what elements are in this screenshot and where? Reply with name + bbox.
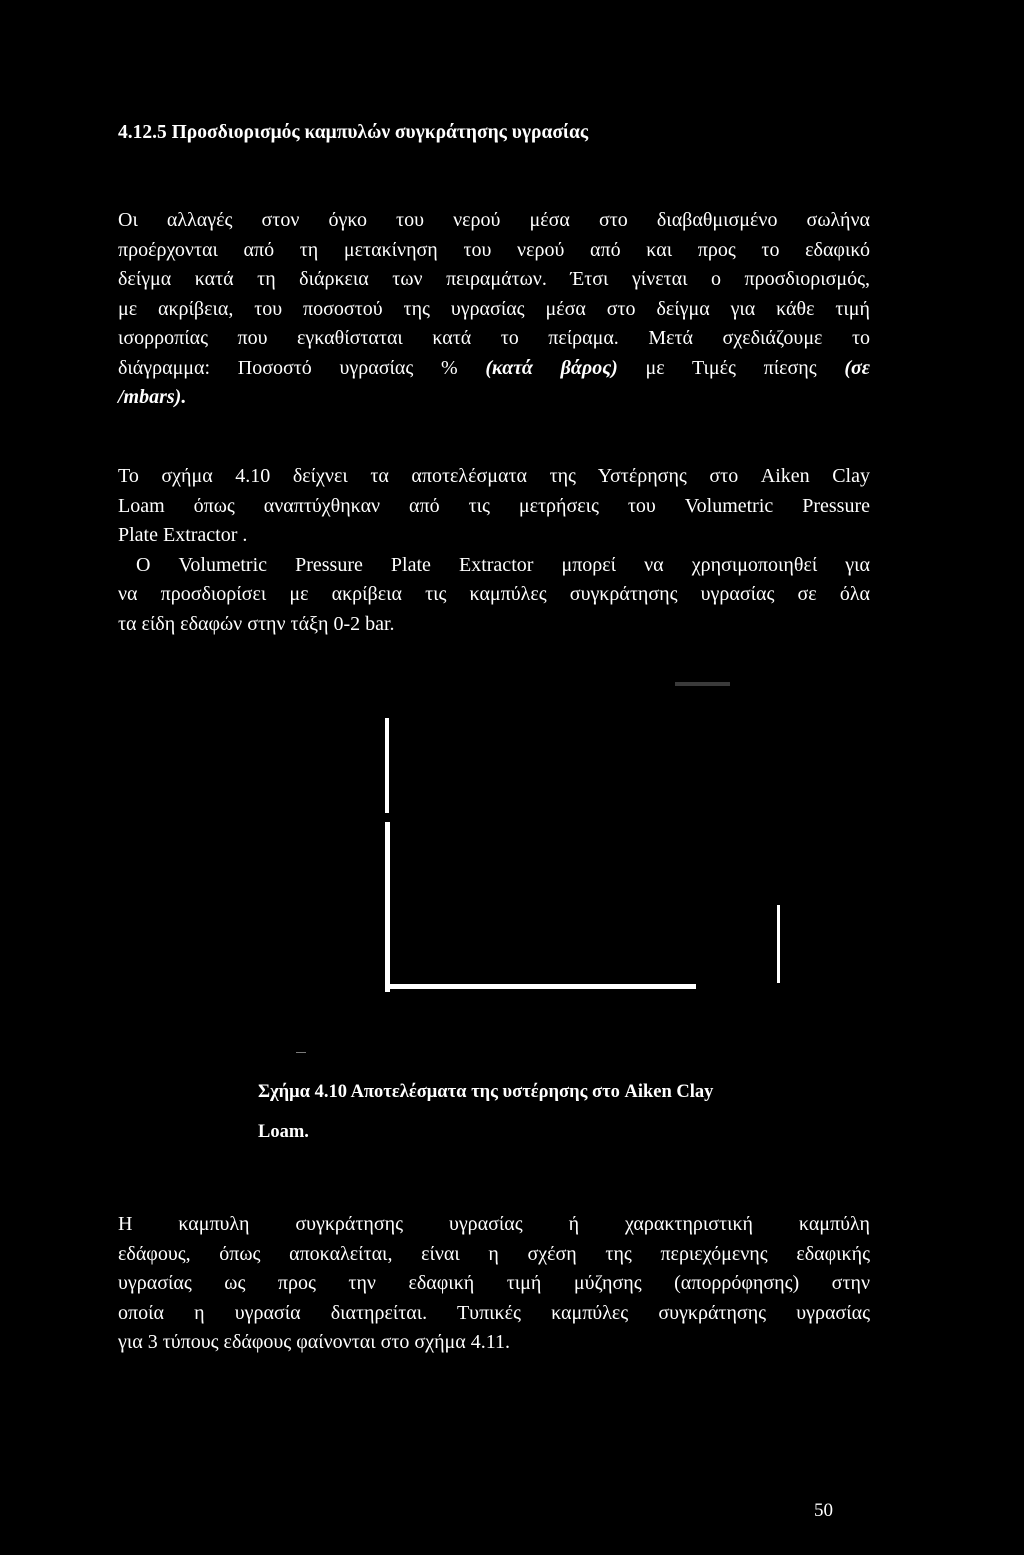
paragraph-figure-intro — [118, 462, 870, 639]
paragraph-line: για 3 τύπους εδάφους φαίνονται στο σχήμα 4.11. — [118, 1331, 511, 1353]
paragraph-line: να προσδιορίσει με ακρίβεια τις καμπύλες συγκράτησης υγρασίας σε όλα — [118, 583, 870, 605]
scan-dash — [296, 1052, 306, 1053]
y-axis-upper — [385, 718, 389, 813]
emphasis-unit-open: (σε — [844, 356, 870, 379]
y-axis-lower — [385, 822, 390, 992]
emphasis-unit-mbars: /mbars). — [118, 386, 187, 408]
figure-graphic — [280, 670, 800, 1070]
section-heading: 4.12.5 Προσδιορισμός καμπυλών συγκράτησης υγρασίας — [118, 122, 589, 143]
paragraph-line: Οι αλλαγές στον όγκο του νερού μέσα στο διαβαθμισμένο σωλήνα — [118, 209, 870, 231]
paragraph-line: εδάφους, όπως αποκαλείται, είναι η σχέση της περιεχόμενης εδαφικής — [118, 1242, 870, 1265]
paragraph-line: Loam όπως αναπτύχθηκαν από τις μετρήσεις του Volumetric Pressure — [118, 494, 870, 517]
paragraph-line: Ο Volumetric Pressure Plate Extractor μπορεί να χρησιμοποιηθεί για — [136, 553, 870, 576]
figure-hysteresis-image — [280, 670, 800, 1070]
paragraph-line: με ακρίβεια, του ποσοστού της υγρασίας μέσα στο δείγμα για κάθε τιμή — [118, 297, 870, 320]
paragraph-line: ισορροπίας που εγκαθίσταται κατά το πείραμα. Μετά σχεδιάζουμε το — [118, 327, 870, 349]
paragraph-line: τα είδη εδαφών στην τάξη 0-2 bar. — [118, 612, 395, 635]
x-axis — [385, 984, 696, 989]
paragraph-line: Το σχήμα 4.10 δείχνει τα αποτελέσματα της Υστέρησης στο Aiken Clay — [118, 465, 870, 487]
paragraph-retention-curve — [118, 1210, 870, 1358]
text-run: με Τιμές πίεσης — [617, 356, 845, 379]
figure-caption-continuation: Loam. — [258, 1122, 309, 1142]
emphasis-by-weight: (κατά βάρος) — [485, 356, 618, 379]
paragraph-line: προέρχονται από τη μετακίνηση του νερού από και προς το εδαφικό — [118, 238, 870, 261]
paragraph-line — [118, 354, 870, 384]
right-edge-line — [777, 905, 780, 983]
paragraph-water-volume — [118, 206, 870, 413]
paragraph-line: Plate Extractor . — [118, 524, 248, 546]
page-number: 50 — [814, 1500, 833, 1521]
scan-smudge — [675, 682, 730, 686]
text-run: διάγραμμα: Ποσοστό υγρασίας % — [118, 356, 486, 379]
figure-caption: Σχήμα 4.10 Αποτελέσματα της υστέρησης στο Aiken Clay — [258, 1082, 714, 1102]
paragraph-line: Η καμπυλη συγκράτησης υγρασίας ή χαρακτηριστική καμπύλη — [118, 1213, 870, 1235]
paragraph-line: υγρασίας ως προς την εδαφική τιμή μύζησης (απορρόφησης) στην — [118, 1272, 870, 1294]
paragraph-line: οποία η υγρασία διατηρείται. Τυπικές καμπύλες συγκράτησης υγρασίας — [118, 1301, 870, 1324]
paragraph-line: δείγμα κατά τη διάρκεια των πειραμάτων. Έτσι γίνεται ο προσδιορισμός, — [118, 268, 870, 290]
